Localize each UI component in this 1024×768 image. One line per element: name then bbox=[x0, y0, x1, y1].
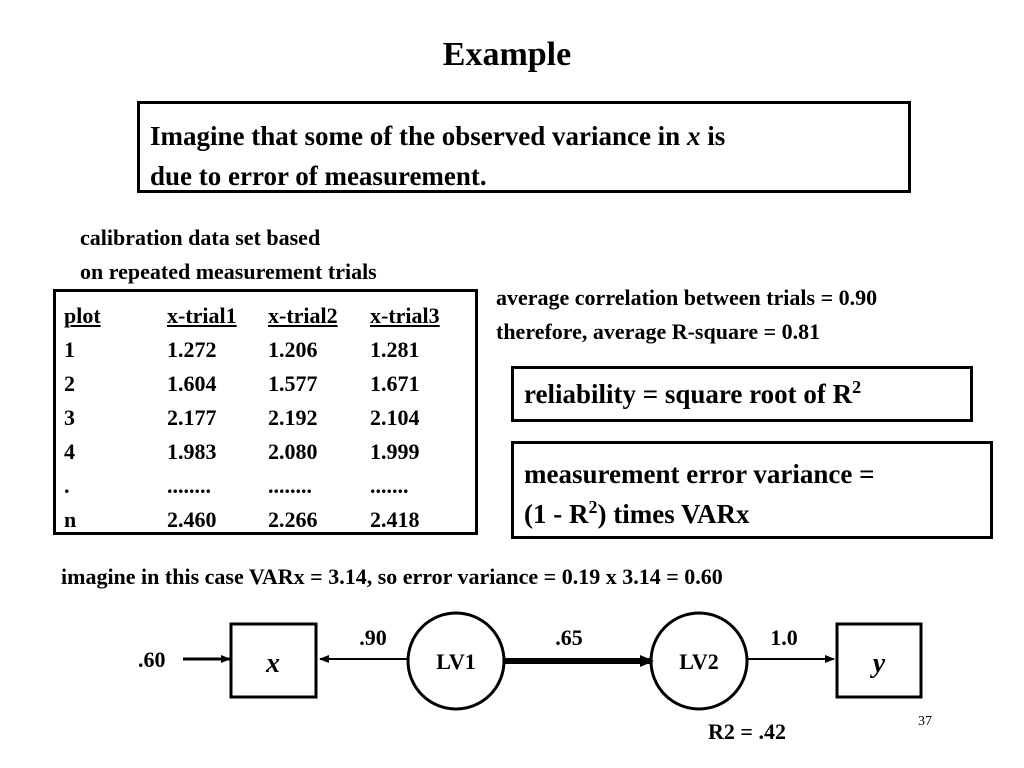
table-cell: 1.671 bbox=[370, 371, 420, 396]
table-cell: 2.266 bbox=[268, 507, 318, 532]
y-label: y bbox=[872, 648, 886, 679]
table-cell: 1.999 bbox=[370, 439, 420, 464]
table-cell: 2.192 bbox=[268, 405, 318, 430]
intro-line-2: due to error of measurement. bbox=[150, 161, 487, 191]
table-cell: 1.272 bbox=[167, 337, 217, 362]
table-cell: 1.577 bbox=[268, 371, 318, 396]
path-label-lv1-lv2: .65 bbox=[555, 625, 583, 650]
page-number: 37 bbox=[918, 714, 932, 729]
table-cell: 1.206 bbox=[268, 337, 318, 362]
table-cell: 1.604 bbox=[167, 371, 217, 396]
error-line-2-sup: 2 bbox=[588, 497, 598, 517]
lv1-label: LV1 bbox=[436, 649, 476, 674]
error-line-1: measurement error variance = bbox=[524, 459, 875, 489]
error-line-2-b: ) times VARx bbox=[597, 499, 750, 529]
table-cell: 1.983 bbox=[167, 439, 217, 464]
table-cell: 2.177 bbox=[167, 405, 217, 430]
col-header-x-trial3: x-trial3 bbox=[370, 303, 440, 328]
error-label: .60 bbox=[138, 647, 166, 672]
table-cell: 2 bbox=[64, 371, 75, 396]
table-cell: 3 bbox=[64, 405, 75, 430]
col-header-x-trial1: x-trial1 bbox=[167, 303, 237, 328]
reliability-text: reliability = square root of R bbox=[524, 379, 853, 409]
table-cell: n bbox=[64, 507, 77, 532]
lv2-label: LV2 bbox=[679, 649, 719, 674]
intro-var-x: x bbox=[686, 121, 701, 151]
table-cell: ........ bbox=[167, 473, 211, 498]
table-cell: . bbox=[64, 473, 70, 498]
page-title: Example bbox=[442, 36, 572, 73]
intro-text-before: Imagine that some of the observed variance in bbox=[150, 121, 687, 151]
correlation-line-2: therefore, average R-square = 0.81 bbox=[496, 319, 821, 344]
table-cell: 2.418 bbox=[370, 507, 420, 532]
calibration-line-1: calibration data set based bbox=[80, 225, 321, 250]
x-label: x bbox=[266, 648, 280, 679]
table-cell: ....... bbox=[370, 473, 409, 498]
col-header-plot: plot bbox=[64, 303, 101, 328]
error-line-2-a: (1 - R bbox=[524, 499, 589, 529]
table-cell: 2.080 bbox=[268, 439, 318, 464]
table-cell: 1 bbox=[64, 337, 75, 362]
reliability-sup: 2 bbox=[852, 377, 862, 397]
table-cell: 4 bbox=[64, 439, 75, 464]
table-cell: 1.281 bbox=[370, 337, 420, 362]
col-header-x-trial2: x-trial2 bbox=[268, 303, 338, 328]
intro-text-after: is bbox=[700, 121, 726, 151]
table-cell: 2.104 bbox=[370, 405, 420, 430]
path-label-x-lv1: .90 bbox=[359, 625, 387, 650]
imagine-line: imagine in this case VARx = 3.14, so error variance = 0.19 x 3.14 = 0.60 bbox=[61, 564, 723, 589]
table-cell: 2.460 bbox=[167, 507, 217, 532]
calibration-line-2: on repeated measurement trials bbox=[80, 259, 377, 284]
table-cell: ........ bbox=[268, 473, 312, 498]
correlation-line-1: average correlation between trials = 0.90 bbox=[496, 285, 878, 310]
path-label-lv2-y: 1.0 bbox=[770, 625, 798, 650]
r2-label: R2 = .42 bbox=[708, 719, 786, 744]
